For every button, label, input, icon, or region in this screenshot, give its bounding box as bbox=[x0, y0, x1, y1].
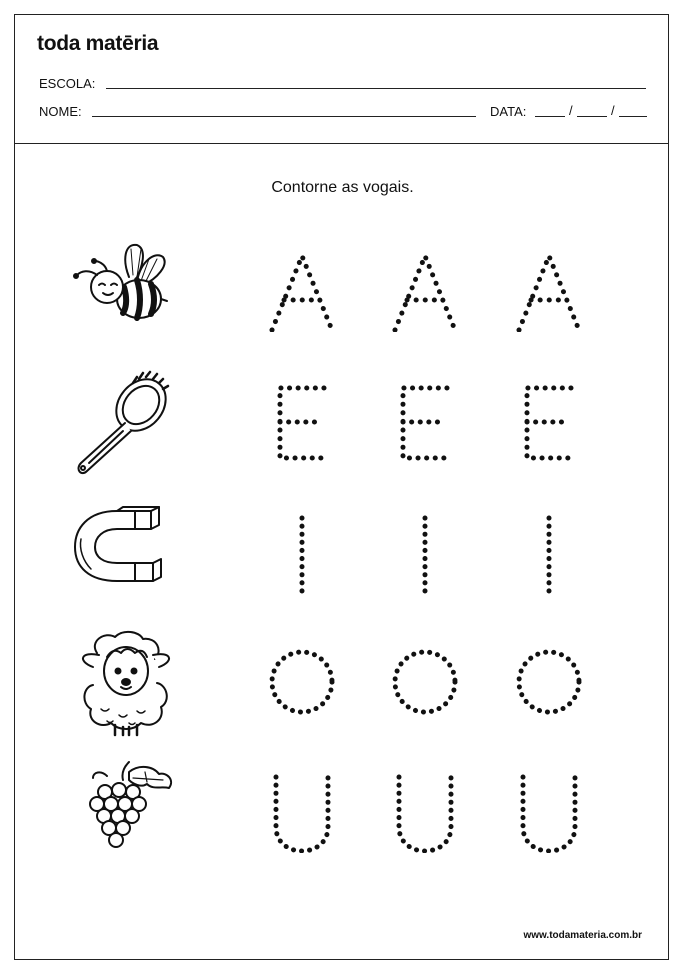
traceable-letter-u[interactable] bbox=[509, 773, 589, 853]
traceable-letter-o[interactable] bbox=[385, 642, 465, 722]
school-label: ESCOLA: bbox=[39, 76, 96, 91]
traceable-letter-o[interactable] bbox=[509, 642, 589, 722]
vowel-row bbox=[15, 627, 670, 737]
vowel-row bbox=[15, 758, 670, 868]
bee-icon bbox=[67, 237, 179, 347]
date-separator: / bbox=[569, 103, 573, 118]
vowel-row bbox=[15, 499, 670, 609]
name-field[interactable] bbox=[92, 116, 476, 117]
hairbrush-icon bbox=[67, 367, 179, 477]
vowel-row bbox=[15, 367, 670, 477]
vowel-row bbox=[15, 237, 670, 347]
name-label: NOME: bbox=[39, 104, 82, 119]
magnet-icon bbox=[67, 499, 179, 609]
school-field[interactable] bbox=[106, 88, 646, 89]
sheep-icon bbox=[67, 627, 179, 737]
traceable-letter-e[interactable] bbox=[262, 382, 342, 462]
traceable-letter-i[interactable] bbox=[385, 514, 465, 594]
traceable-letter-e[interactable] bbox=[385, 382, 465, 462]
traceable-letter-e[interactable] bbox=[509, 382, 589, 462]
traceable-letter-i[interactable] bbox=[262, 514, 342, 594]
worksheet bbox=[14, 14, 669, 960]
date-label: DATA: bbox=[490, 104, 527, 119]
traceable-letter-i[interactable] bbox=[509, 514, 589, 594]
brand-logo: toda matēria bbox=[37, 32, 159, 55]
traceable-letter-a[interactable] bbox=[385, 252, 465, 332]
instruction-text: Contorne as vogais. bbox=[271, 179, 414, 196]
grapes-icon bbox=[67, 758, 179, 868]
traceable-letter-a[interactable] bbox=[262, 252, 342, 332]
date-day-field[interactable] bbox=[535, 116, 565, 117]
footer-url[interactable]: www.todamateria.com.br bbox=[523, 930, 642, 941]
traceable-letter-u[interactable] bbox=[262, 773, 342, 853]
date-year-field[interactable] bbox=[619, 116, 647, 117]
traceable-letter-u[interactable] bbox=[385, 773, 465, 853]
traceable-letter-a[interactable] bbox=[509, 252, 589, 332]
traceable-letter-o[interactable] bbox=[262, 642, 342, 722]
worksheet-header bbox=[15, 15, 668, 144]
date-separator: / bbox=[611, 103, 615, 118]
date-month-field[interactable] bbox=[577, 116, 607, 117]
